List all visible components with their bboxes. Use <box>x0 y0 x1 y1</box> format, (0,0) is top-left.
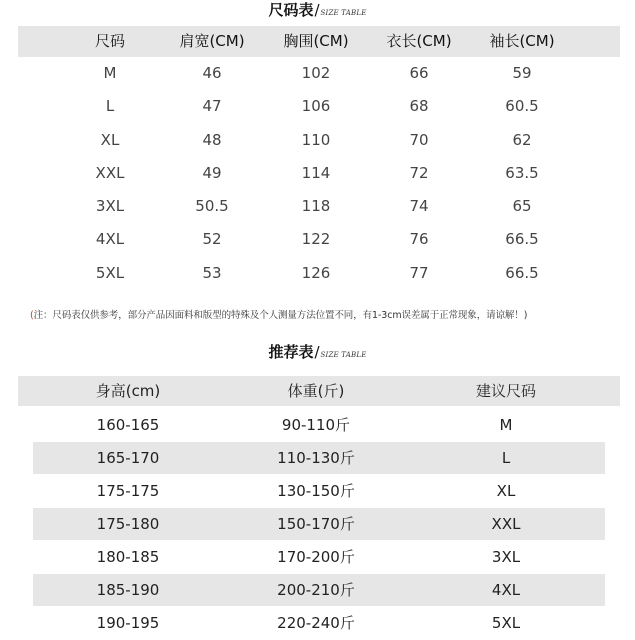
cell-shoulder: 47 <box>202 97 222 116</box>
table-row <box>0 508 635 541</box>
table-row <box>0 574 635 607</box>
cell-chest: 126 <box>301 263 331 282</box>
cell-height: 165-170 <box>96 449 160 467</box>
cell-size: 5XL <box>95 263 125 282</box>
cell-sleeve: 66.5 <box>505 263 539 282</box>
cell-length: 74 <box>409 197 429 216</box>
cell-length: 68 <box>409 97 429 116</box>
cell-height: 160-165 <box>96 416 160 434</box>
table-row <box>0 190 635 223</box>
cell-height: 175-175 <box>96 482 160 500</box>
cell-length: 77 <box>409 263 429 282</box>
header-height: 身高(cm) <box>95 382 161 400</box>
size-table-title <box>0 0 635 20</box>
header-suggested-size: 建议尺码 <box>475 382 537 400</box>
cell-length: 72 <box>409 163 429 182</box>
cell-shoulder: 48 <box>202 130 222 149</box>
recommend-table-title <box>0 340 635 364</box>
cell-sleeve: 62 <box>512 130 532 149</box>
cell-suggested-size: M <box>499 416 513 434</box>
cell-weight: 150-170斤 <box>277 515 355 533</box>
cell-sleeve: 60.5 <box>505 97 539 116</box>
table-row <box>0 124 635 157</box>
cell-chest: 102 <box>301 64 331 82</box>
cell-suggested-size: 4XL <box>491 581 521 599</box>
cell-weight: 110-130斤 <box>277 449 355 467</box>
cell-sleeve: 59 <box>512 64 532 82</box>
cell-suggested-size: 5XL <box>491 614 521 632</box>
header-size: 尺码 <box>94 32 126 50</box>
cell-weight: 170-200斤 <box>277 548 355 566</box>
header-weight: 体重(斤) <box>287 382 345 400</box>
recommend-table-subtitle: SIZE TABLE <box>320 351 367 359</box>
recommend-table-title-text: 推荐表 <box>268 343 314 361</box>
cell-shoulder: 46 <box>202 64 222 82</box>
cell-chest: 114 <box>301 163 331 182</box>
cell-chest: 110 <box>301 130 331 149</box>
cell-height: 175-180 <box>96 515 160 533</box>
cell-length: 76 <box>409 230 429 249</box>
cell-size: M <box>103 64 117 82</box>
cell-suggested-size: XXL <box>491 515 521 533</box>
table-row <box>0 157 635 190</box>
cell-length: 70 <box>409 130 429 149</box>
cell-size: 3XL <box>95 197 125 216</box>
note-text: 注：尺码表仅供参考，部分产品因面料和版型的特殊及个人测量方法位置不同，有1-3cm误差属于正常现象，请谅解！) <box>33 310 528 321</box>
cell-sleeve: 65 <box>512 197 532 216</box>
table-row <box>0 442 635 475</box>
table-row <box>0 57 635 90</box>
cell-height: 185-190 <box>96 581 160 599</box>
table-row <box>0 257 635 290</box>
table-row <box>0 541 635 574</box>
title-slash: / <box>314 343 320 361</box>
cell-weight: 90-110斤 <box>281 416 351 434</box>
table-row <box>0 223 635 256</box>
cell-size: XL <box>100 130 120 149</box>
title-slash: / <box>314 1 320 19</box>
cell-height: 180-185 <box>96 548 160 566</box>
cell-shoulder: 52 <box>202 230 222 249</box>
header-sleeve: 袖长(CM) <box>489 32 555 50</box>
header-shoulder: 肩宽(CM) <box>179 32 245 50</box>
size-table-header <box>18 26 620 57</box>
cell-shoulder: 50.5 <box>195 197 229 216</box>
size-table-title-text: 尺码表 <box>268 1 314 19</box>
cell-weight: 130-150斤 <box>277 482 355 500</box>
cell-size: L <box>105 97 115 116</box>
recommend-table-body <box>0 409 635 640</box>
cell-sleeve: 63.5 <box>505 163 539 182</box>
cell-weight: 200-210斤 <box>277 581 355 599</box>
cell-sleeve: 66.5 <box>505 230 539 249</box>
header-chest: 胸围(CM) <box>283 32 349 50</box>
cell-suggested-size: 3XL <box>491 548 521 566</box>
cell-suggested-size: L <box>501 449 511 467</box>
cell-shoulder: 49 <box>202 163 222 182</box>
cell-suggested-size: XL <box>496 482 516 500</box>
cell-chest: 106 <box>301 97 331 116</box>
cell-size: 4XL <box>95 230 125 249</box>
cell-height: 190-195 <box>96 614 160 632</box>
cell-size: XXL <box>95 163 125 182</box>
table-row <box>0 607 635 640</box>
header-length: 衣长(CM) <box>386 32 452 50</box>
table-row <box>0 90 635 123</box>
cell-weight: 220-240斤 <box>277 614 355 632</box>
recommend-table-header <box>18 376 620 406</box>
cell-chest: 118 <box>301 197 331 216</box>
table-row <box>0 475 635 508</box>
size-table-body <box>0 57 635 290</box>
cell-chest: 122 <box>301 230 331 249</box>
size-table-subtitle: SIZE TABLE <box>320 9 367 17</box>
cell-length: 66 <box>409 64 429 82</box>
cell-shoulder: 53 <box>202 263 222 282</box>
note-open-paren: ( <box>30 310 34 321</box>
table-row <box>0 409 635 442</box>
size-note <box>30 307 527 321</box>
